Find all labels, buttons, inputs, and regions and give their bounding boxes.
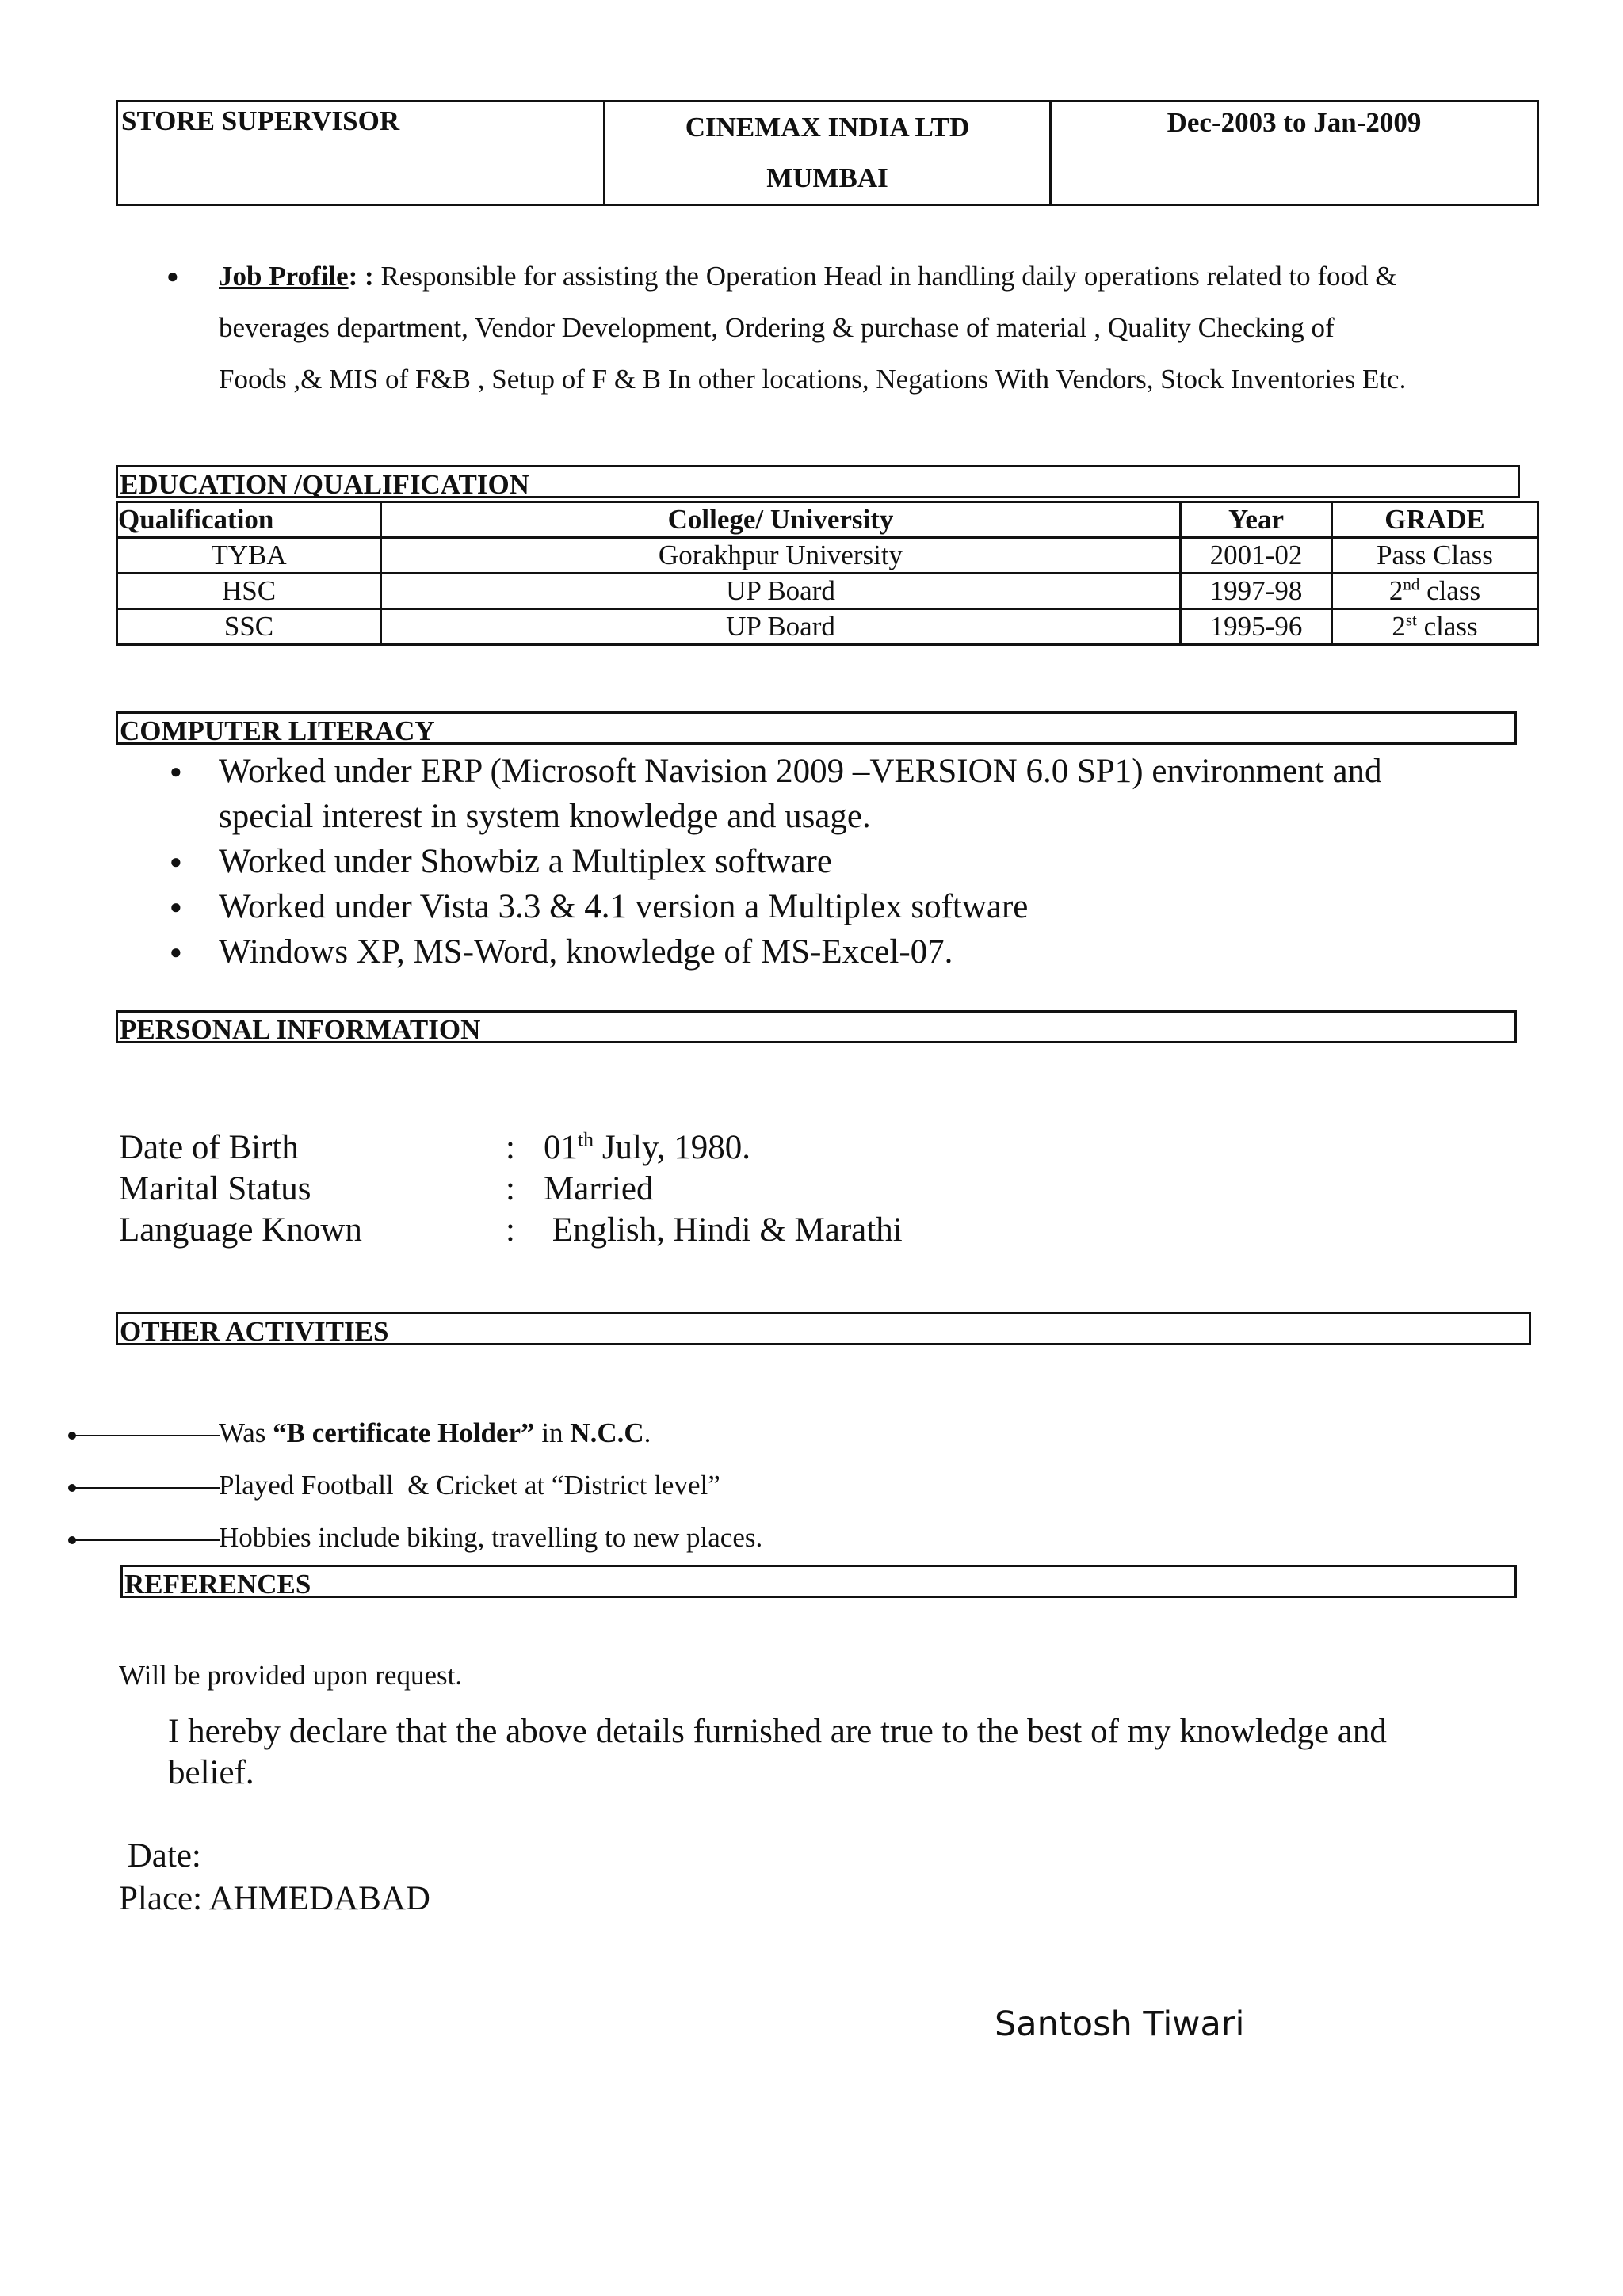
list-item	[68, 1459, 1178, 1512]
job-company-name: CINEMAX INDIA LTD	[685, 112, 970, 143]
job-profile	[166, 250, 1561, 405]
job-company	[605, 101, 1051, 205]
list-item: ● Worked under Vista 3.3 & 4.1 version a Multiplex software	[166, 884, 1561, 929]
activity-text: Hobbies include biking, travelling to new places.	[219, 1522, 763, 1553]
cell-qualification: HSC	[117, 574, 381, 609]
job-table	[116, 100, 1539, 206]
job-profile-text-3: Foods ,& MIS of F&B , Setup of F & B In other locations, Negations With Vendors, Stock Inventories Etc.	[219, 364, 1407, 395]
list-item: ● Worked under ERP (Microsoft Navision 2009 –VERSION 6.0 SP1) environment and special interest in system knowledge and usage.	[166, 749, 1561, 839]
dob-value: 01th July, 1980.	[544, 1127, 750, 1166]
cell-grade: Pass Class	[1332, 538, 1538, 574]
education-header-row	[117, 502, 1538, 538]
cell-qualification: TYBA	[117, 538, 381, 574]
header-college: College/ University	[381, 502, 1181, 538]
computer-list	[166, 749, 1561, 974]
cell-college: UP Board	[381, 574, 1181, 609]
job-designation: STORE SUPERVISOR	[117, 101, 605, 205]
cell-college: UP Board	[381, 609, 1181, 645]
dob-row	[119, 1127, 1228, 1169]
table-row	[117, 574, 1538, 609]
computer-heading: COMPUTER LITERACY	[116, 711, 1517, 745]
table-row	[117, 538, 1538, 574]
header-grade: GRADE	[1332, 502, 1538, 538]
references-heading: REFERENCES	[120, 1565, 1517, 1598]
bullet-icon: ●	[170, 760, 182, 783]
language-row	[119, 1210, 1228, 1251]
bullet-icon: ●	[170, 895, 182, 918]
list-item	[68, 1512, 1178, 1564]
cell-year: 1995-96	[1181, 609, 1332, 645]
separator: :	[506, 1211, 515, 1249]
job-profile-label: Job Profile	[219, 261, 349, 292]
list-item: ● Windows XP, MS-Word, knowledge of MS-Excel-07.	[166, 929, 1561, 974]
job-profile-text-2: beverages department, Vendor Development, Ordering & purchase of material , Quality Checking of	[219, 312, 1335, 343]
cell-qualification: SSC	[117, 609, 381, 645]
header-year: Year	[1181, 502, 1332, 538]
education-table	[116, 501, 1539, 646]
job-period: Dec-2003 to Jan-2009	[1051, 101, 1538, 205]
language-label: Language Known	[119, 1211, 362, 1249]
activities-list	[68, 1407, 1178, 1564]
date-label: Date:	[119, 1837, 201, 1875]
job-profile-text-1: Responsible for assisting the Operation Head in handling daily operations related to food &	[373, 261, 1397, 292]
references-text: Will be provided upon request.	[119, 1660, 463, 1691]
declaration: I hereby declare that the above details furnished are true to the best of my knowledge and belief.	[168, 1713, 1387, 1791]
list-item	[68, 1407, 1178, 1459]
cell-grade: 2st class	[1332, 609, 1538, 645]
activity-text: Played Football & Cricket at “District level”	[219, 1470, 720, 1501]
cell-grade: 2nd class	[1332, 574, 1538, 609]
personal-info	[119, 1127, 1228, 1251]
header-qualification: Qualification	[117, 502, 381, 538]
bullet-icon: ●	[170, 940, 182, 963]
leader-line	[74, 1539, 220, 1541]
language-value: English, Hindi & Marathi	[544, 1211, 903, 1249]
list-item: ● Worked under Showbiz a Multiplex software	[166, 839, 1561, 884]
cell-college: Gorakhpur University	[381, 538, 1181, 574]
marital-value: Married	[544, 1170, 654, 1207]
activity-text: Was “B certificate Holder” in N.C.C.	[219, 1417, 651, 1448]
separator: :	[506, 1129, 515, 1166]
leader-line	[74, 1487, 220, 1489]
dob-label: Date of Birth	[119, 1129, 299, 1166]
leader-line	[74, 1435, 220, 1436]
job-company-city: MUMBAI	[766, 162, 888, 193]
separator: :	[506, 1170, 515, 1207]
cell-year: 1997-98	[1181, 574, 1332, 609]
job-profile-colon: : :	[348, 261, 374, 292]
table-row	[117, 609, 1538, 645]
place-label: Place: AHMEDABAD	[119, 1880, 430, 1917]
marital-label: Marital Status	[119, 1170, 311, 1207]
personal-heading: PERSONAL INFORMATION	[116, 1010, 1517, 1043]
education-heading: EDUCATION /QUALIFICATION	[116, 465, 1520, 498]
bullet-icon: ●	[170, 850, 182, 873]
cell-year: 2001-02	[1181, 538, 1332, 574]
signature-name: Santosh Tiwari	[995, 2004, 1245, 2044]
activities-heading: OTHER ACTIVITIES	[116, 1312, 1531, 1345]
bullet-icon: ●	[166, 265, 179, 288]
marital-row	[119, 1169, 1228, 1210]
